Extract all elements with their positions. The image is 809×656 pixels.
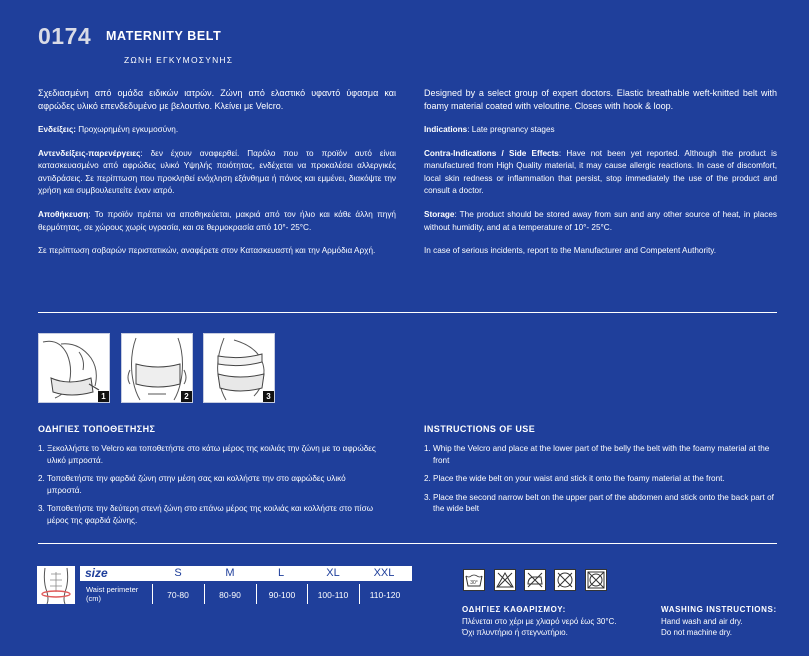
divider-top [38, 312, 777, 313]
greek-intro: Σχεδιασμένη από ομάδα ειδικών ιατρών. Ζώνη από ελαστικό υφαντό ύφασμα και αφρώδες υλικό επενδεδυμένο με βελουτίνο. Κλείνει με Velcro. [38, 88, 396, 111]
english-contraindications: Contra-Indications / Side Effects: Have not been yet reported. Although the product is manufactured from High Quality material, it may cause allergic reactions. In case of discomfort, local skin redness or inflammation that persist, stop immediately the use of the product and consult a doctor. [424, 148, 778, 196]
list-item: 1. Whip the Velcro and place at the lower part of the belly the belt with the foamy material at the front [424, 444, 770, 465]
greek-description [38, 87, 396, 269]
list-item: 3. Place the second narrow belt on the upper part of the abdomen and stick onto the back part of the wide belt [424, 492, 774, 513]
greek-storage: Αποθήκευση: Το προϊόν πρέπει να αποθηκεύεται, μακριά από τον ήλιο και κάθε άλλη πηγή θερμότητας, σε χώρους χωρίς υγρασία, και σε θερμοκρασία από 10°- 25°C. [38, 209, 396, 232]
no-bleach-icon [494, 569, 516, 591]
waist-perimeter-label: Waist perimeter (cm) [86, 585, 139, 603]
no-iron-icon [524, 569, 546, 591]
instructions-heading-gr: ΟΔΗΓΙΕΣ ΤΟΠΟΘΕΤΗΣΗΣ [38, 424, 156, 434]
instructions-list-gr [38, 443, 378, 533]
waist-measure-image [37, 566, 75, 604]
size-xl: XL [326, 567, 340, 579]
instruction-picture-2 [121, 333, 193, 403]
wash-30-icon [463, 569, 485, 591]
english-intro: Designed by a select group of expert doctors. Elastic breathable weft-knitted belt with foamy material coated with veloutine. Closes with hook & loop. [424, 88, 777, 111]
picture-number: 1 [98, 391, 109, 402]
size-value-xl: 100-110 [317, 590, 349, 600]
size-label: size [85, 566, 108, 580]
size-l: L [277, 567, 285, 579]
greek-indications: Ενδείξεις: Προχωρημένη εγκυμοσύνη. [38, 125, 179, 134]
instruction-picture-1 [38, 333, 110, 403]
english-storage: Storage: The product should be stored away from sun and any other source of heat, in places without humidity, and at a temperature of 10°- 25°C. [424, 209, 777, 232]
size-value-l: 90-100 [268, 590, 296, 600]
torso-measure-icon [37, 566, 75, 604]
wash-temperature: 30° [470, 580, 478, 586]
instructions-heading-en: INSTRUCTIONS OF USE [424, 424, 536, 434]
english-description [424, 87, 777, 269]
instructions-list-en [424, 443, 774, 522]
list-item: 3. Τοποθετήστε την δεύτερη στενή ζώνη στο επάνω μέρος της κοιλιάς και κολλήστε στο πίσω μέρος της φαρδιά ζώνης. [38, 504, 374, 525]
english-incidents: In case of serious incidents, report to the Manufacturer and Competent Authority. [424, 246, 717, 256]
product-title-en: MATERNITY BELT [106, 29, 222, 43]
english-indications: Indications: Late pregnancy stages [424, 125, 555, 134]
instruction-picture-3 [203, 333, 275, 403]
size-m: M [225, 567, 235, 579]
size-header [80, 566, 412, 581]
picture-number: 3 [263, 391, 274, 402]
no-dry-clean-icon [554, 569, 576, 591]
divider-bottom [38, 543, 777, 544]
washing-heading-en: WASHING INSTRUCTIONS: [661, 605, 777, 614]
picture-number: 2 [181, 391, 192, 402]
greek-contraindications: Αντενδείξεις-παρενέργειες: δεν έχουν αναφερθεί. Παρόλο που το προϊόν αυτό είναι κατασκευασμένο από αφρώδες υλικό Υψηλής ποιότητας, ενδέχεται να προκαλέσει αλλεργικές αντιδράσεις. Σε περίπτωση που προκληθεί ενόχληση εξάνθημα ή πόνος και εμμένει, διακόψτε την χρήση και συμβουλευτείτε έναν ιατρό. [38, 148, 396, 196]
size-value-m: 80-90 [219, 590, 241, 600]
list-item: 2. Τοποθετήστε την φαρδιά ζώνη στην μέση σας και κολλήστε την στο αφρώδες υλικό μπροστά. [38, 474, 346, 495]
size-s: S [174, 567, 182, 579]
no-tumble-dry-icon [585, 569, 607, 591]
size-xxl: XXL [373, 567, 395, 579]
washing-text-en: Hand wash and air dry. Do not machine dry. [661, 617, 743, 637]
greek-incidents: Σε περίπτωση σοβαρών περιστατικών, αναφέρετε στον Κατασκευαστή και την Αρμόδια Αρχή. [38, 246, 376, 256]
list-item: 2. Place the wide belt on your waist and stick it onto the foamy material at the front. [424, 474, 725, 483]
washing-heading-gr: ΟΔΗΓΙΕΣ ΚΑΘΑΡΙΣΜΟΥ: [462, 605, 566, 614]
size-value-s: 70-80 [167, 590, 189, 600]
size-value-xxl: 110-120 [369, 590, 401, 600]
product-title-gr: ΖΩΝΗ ΕΓΚΥΜΟΣΥΝΗΣ [124, 55, 234, 65]
product-code: 0174 [38, 23, 92, 49]
list-item: 1. Ξεκολλήστε το Velcro και τοποθετήστε στο κάτω μέρος της κοιλιάς την ζώνη με το αφρώδες υλικό μπροστά. [38, 444, 376, 465]
washing-text-gr: Πλένεται στο χέρι με χλιαρό νερό έως 30°C. Όχι πλυντήριο ή στεγνωτήριο. [462, 617, 617, 637]
